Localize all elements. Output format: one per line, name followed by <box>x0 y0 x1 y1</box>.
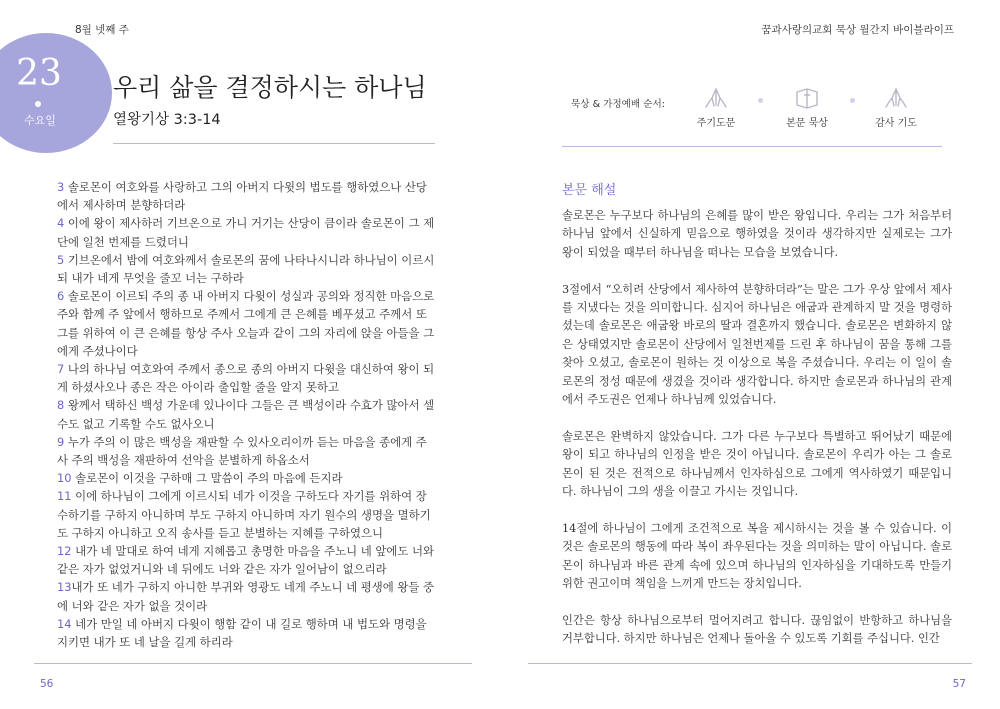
verse <box>57 615 437 651</box>
order-step-label: 본문 묵상 <box>786 118 828 129</box>
verse-text: 기브온에서 밤에 여호와께서 솔로몬의 꿈에 나타나시니라 하나님이 이르시되 내가 네게 무엇을 줄꼬 너는 구하라 <box>57 252 435 286</box>
praying-hands-icon <box>702 86 730 110</box>
verse-text: 내가 네 말대로 하여 네게 지혜롭고 총명한 마음을 주노니 네 앞에도 너와 같은 자가 없었거니와 네 뒤에도 너와 같은 자가 일어남이 없으리라 <box>57 544 435 577</box>
verse-number: 12 <box>57 544 72 559</box>
verse <box>57 578 437 614</box>
verse-text: 솔로몬이 이르되 주의 종 내 아버지 다윗이 성실과 공의와 정직한 마음으로 주와 함께 주 앞에서 행하므로 주께서 그에게 큰 은혜를 베푸셨고 주께서 또 그를 위하여 이 큰 은혜를 항상 주사 오늘과 같이 그의 자리에 앉을 아들을 그에게 주셨나이다 <box>57 289 435 358</box>
verse-number: 10 <box>57 471 72 486</box>
verse-text: 내가 또 네가 구하지 아니한 부귀와 영광도 네게 주노니 네 평생에 왕들 중에 너와 같은 자가 없을 것이라 <box>57 580 435 613</box>
verse-number: 9 <box>57 434 65 449</box>
order-step-lords-prayer <box>676 86 756 129</box>
verse <box>57 251 437 287</box>
step-separator-dot <box>758 98 763 103</box>
verse-text: 솔로몬이 여호와를 사랑하고 그의 아버지 다윗의 법도를 행하였으나 산당에서 제사하며 분향하더라 <box>57 180 427 213</box>
verse <box>57 487 437 542</box>
verse-number: 5 <box>57 252 65 267</box>
praying-hands-icon <box>882 86 910 110</box>
verse-text: 누가 주의 이 많은 백성을 재판할 수 있사오리이까 듣는 마음을 종에게 주사 주의 백성을 재판하여 선악을 분별하게 하옵소서 <box>57 434 427 468</box>
verse-number: 6 <box>57 289 65 304</box>
title-divider <box>113 143 435 144</box>
verse-text: 솔로몬이 이것을 구하매 그 말씀이 주의 마음에 든지라 <box>71 471 343 486</box>
footer-divider-left <box>34 663 472 664</box>
commentary-paragraph: 14절에 하나님이 그에게 조건적으로 복을 제시하시는 것을 볼 수 있습니다. 이것은 솔로몬의 행동에 따라 복이 좌우된다는 것을 의미하는 말이 아닙니다. 솔로몬이 하나님과 바른 관계 속에 있으며 하나님의 인자하심을 기대하도록 만들기 위한 권고이며 책임을 느끼게 만드는 장치입니다. <box>562 521 952 591</box>
step-separator-dot <box>850 98 855 103</box>
page-number-left: 56 <box>40 678 54 690</box>
verse-text: 이에 왕이 제사하러 기브온으로 가니 거기는 산당이 큼이라 솔로몬이 그 제단에 일천 번제를 드렸더니 <box>57 216 435 249</box>
verse <box>57 178 437 214</box>
scripture-reference: 열왕기상 3:3-14 <box>113 112 221 128</box>
verse <box>57 214 437 250</box>
order-step-label: 주기도문 <box>696 118 736 129</box>
commentary-body <box>562 207 952 667</box>
day-number: 23 <box>16 53 62 94</box>
verse-number: 13 <box>57 580 72 595</box>
page-number-right: 57 <box>952 678 966 690</box>
verse <box>57 360 437 396</box>
verse-text: 왕께서 택하신 백성 가운데 있나이다 그들은 큰 백성이라 수효가 많아서 셀 수도 없고 기록할 수도 없사오니 <box>57 398 435 431</box>
order-step-thanksgiving <box>856 86 936 129</box>
order-divider <box>562 146 942 147</box>
verse <box>57 396 437 432</box>
open-bible-icon <box>793 86 821 110</box>
verse-number: 14 <box>57 616 72 631</box>
verse-text: 네가 만일 네 아버지 다윗이 행함 같이 내 길로 행하며 내 법도와 명령을 지키면 내가 또 네 날을 길게 하리라 <box>57 616 427 650</box>
scripture-passage <box>57 178 437 651</box>
commentary-paragraph: 솔로몬은 누구보다 하나님의 은혜를 많이 받은 왕입니다. 우리는 그가 처음부터 하나님 앞에서 신실하게 믿음으로 행하였을 것이라 생각하지만 실제로는 그가 왕이 되었을 때부터 하나님을 떠나는 모습을 보였습니다. <box>562 209 952 259</box>
commentary-paragraph: 인간은 항상 하나님으로부터 멀어지려고 합니다. 끊임없이 반항하고 하나님을 거부합니다. 하지만 하나님은 언제나 돌아올 수 있도록 기회를 주십니다. 인간 <box>562 613 952 646</box>
verse-number: 7 <box>57 362 65 377</box>
page-title: 우리 삶을 결정하시는 하나님 <box>113 73 427 102</box>
section-title: 본문 해설 <box>562 183 617 198</box>
verse <box>57 433 437 469</box>
verse <box>57 287 437 360</box>
footer-divider-right <box>528 663 972 664</box>
verse-number: 11 <box>57 489 72 504</box>
verse-text: 이에 하나님이 그에게 이르시되 네가 이것을 구하도다 자기를 위하여 장수하기를 구하지 아니하며 부도 구하지 아니하며 자기 원수의 생명을 멸하기도 구하지 아니하고 오직 송사를 듣고 분별하는 지혜를 구하였으니 <box>57 489 431 540</box>
running-header-right: 꿈과사랑의교회 묵상 월간지 바이블라이프 <box>761 24 954 36</box>
commentary-paragraph: 솔로몬은 완벽하지 않았습니다. 그가 다른 누구보다 특별하고 뛰어났기 때문에 왕이 되고 하나님의 인정을 받은 것이 아닙니다. 솔로몬이 우리가 아는 그 솔로몬이 된 것은 전적으로 하나님께서 인자하심으로 그에게 역사하였기 때문입니다. 하나님이 그의 생을 이끌고 가시는 것입니다. <box>562 429 952 499</box>
date-dot <box>35 101 41 107</box>
verse-number: 4 <box>57 216 65 231</box>
commentary-paragraph: 3절에서 “오히려 산당에서 제사하여 분향하더라”는 말은 그가 우상 앞에서 제사를 지냈다는 것을 의미합니다. 심지어 하나님은 애굽과 관계하지 말 것을 명령하셨는데 솔로몬은 애굽왕 바로의 딸과 결혼까지 했습니다. 솔로몬은 변화하지 않은 상태였지만 솔로몬이 산당에서 일천번제를 드린 후 하나님이 꿈을 통해 그를 찾아 오셨고, 솔로몬이 원하는 것 이상으로 복을 주셨습니다. 우리는 이 일이 솔로몬의 정성 때문에 생겼을 것이라 생각합니다. 하지만 솔로몬과 하나님의 관계에서 주도권은 언제나 하나님께 있었습니다. <box>562 282 952 407</box>
verse <box>57 469 437 487</box>
verse <box>57 542 437 578</box>
weekday-label: 수요일 <box>24 114 56 127</box>
verse-number: 3 <box>57 180 65 194</box>
verse-number: 8 <box>57 398 65 413</box>
order-step-label: 감사 기도 <box>875 118 917 129</box>
order-step-meditation <box>767 86 847 129</box>
verse-text: 나의 하나님 여호와여 주께서 종으로 종의 아버지 다윗을 대신하여 왕이 되게 하셨사오나 종은 작은 아이라 출입할 줄을 알지 못하고 <box>57 362 435 395</box>
order-label: 묵상 & 가정예배 순서: <box>571 99 666 110</box>
running-header-left: 8월 넷째 주 <box>75 24 129 36</box>
